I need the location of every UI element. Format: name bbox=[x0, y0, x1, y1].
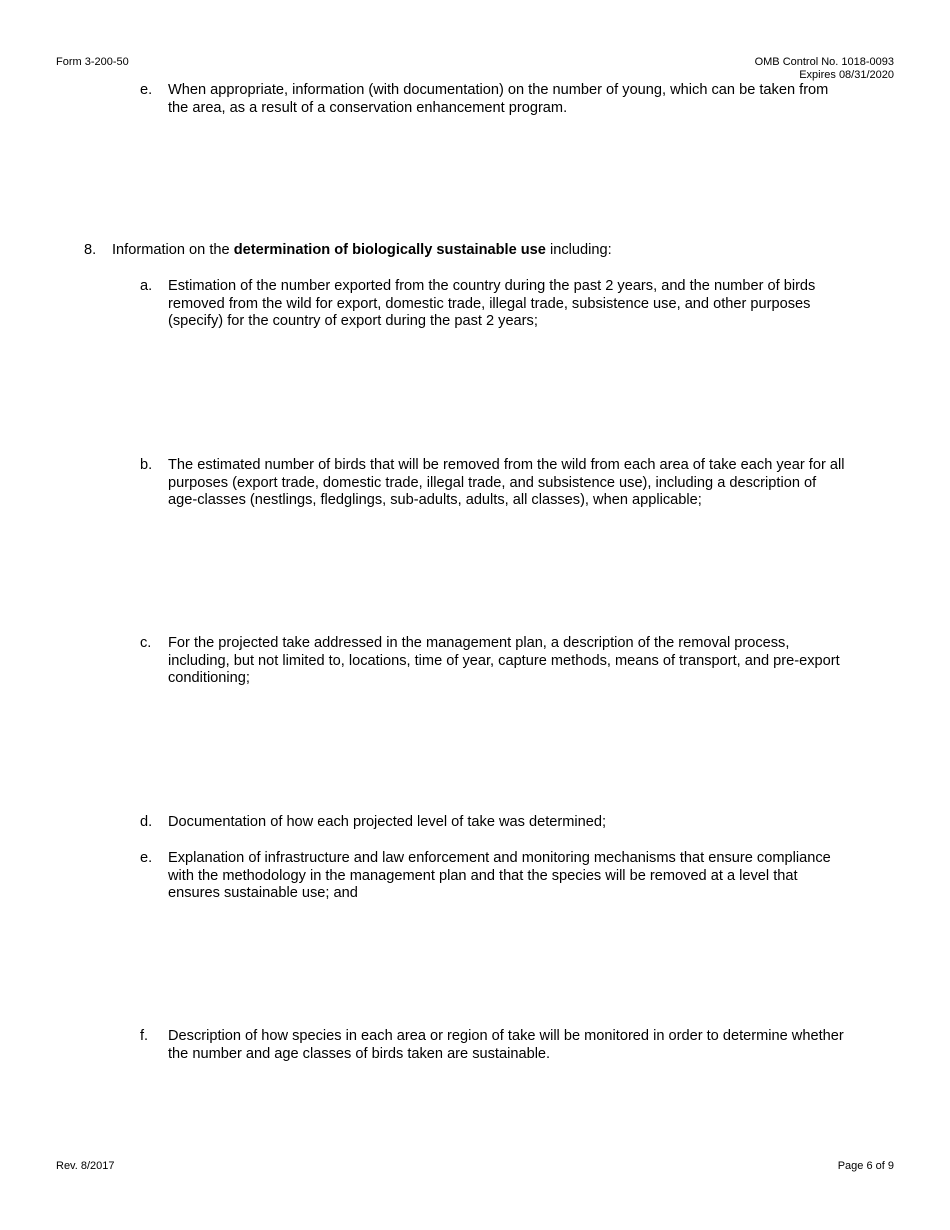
list-item-text: Estimation of the number exported from the country during the past 2 years, and the number of birds removed from the wild for export, domestic trade, illegal trade, subsistence use, and other purposes (specify) for the country of export during the past 2 years; bbox=[168, 278, 816, 329]
list-item-d bbox=[140, 814, 846, 832]
list-item-text: For the projected take addressed in the management plan, a description of the removal process, including, but not limited to, locations, time of year, capture methods, means of transport, and pre-export conditioning; bbox=[168, 635, 840, 686]
page-number: Page 6 of 9 bbox=[837, 1160, 894, 1172]
question-number: 8. bbox=[84, 242, 97, 258]
list-marker: c. bbox=[140, 635, 152, 651]
list-item-text: When appropriate, information (with documentation) on the number of young, which can be taken from the area, as a result of a conservation enhancement program. bbox=[168, 82, 829, 116]
list-marker: e. bbox=[140, 82, 153, 98]
list-item-a bbox=[140, 278, 846, 331]
list-item-b bbox=[140, 457, 846, 510]
list-item-c bbox=[140, 635, 846, 688]
omb-control-number: OMB Control No. 1018-0093 bbox=[754, 56, 894, 68]
expiration-date: Expires 08/31/2020 bbox=[799, 69, 894, 81]
list-item-f bbox=[140, 1028, 846, 1063]
list-item-text: Description of how species in each area or region of take will be monitored in order to determine whether the number and age classes of birds taken are sustainable. bbox=[168, 1028, 844, 1062]
list-marker: f. bbox=[140, 1028, 149, 1044]
omb-control-block bbox=[755, 56, 894, 82]
form-number: Form 3-200-50 bbox=[56, 56, 129, 68]
list-marker: b. bbox=[140, 457, 153, 473]
revision-label: Rev. 8/2017 bbox=[56, 1160, 115, 1172]
list-item-text: Documentation of how each projected level of take was determined; bbox=[168, 814, 607, 830]
question-emphasis: determination of biologically sustainable use bbox=[233, 242, 546, 258]
list-item-prev-e bbox=[140, 82, 846, 117]
list-marker: d. bbox=[140, 814, 153, 830]
list-item-e bbox=[140, 850, 846, 903]
list-item-text: Explanation of infrastructure and law enforcement and monitoring mechanisms that ensure compliance with the methodology in the management plan and that the species will be removed at a level that ensures sustainable use; and bbox=[168, 850, 831, 901]
question-prefix: Information on the bbox=[112, 242, 234, 258]
list-item-text: The estimated number of birds that will be removed from the wild from each area of take each year for all purposes (export trade, domestic trade, illegal trade, and subsistence use), including a description of age-classes (nestlings, fledglings, sub-adults, adults, all classes), when applicable; bbox=[168, 457, 845, 508]
question-text bbox=[112, 242, 844, 260]
list-marker: e. bbox=[140, 850, 153, 866]
question-8 bbox=[84, 242, 844, 260]
list-marker: a. bbox=[140, 278, 153, 294]
question-suffix: including: bbox=[545, 242, 612, 258]
